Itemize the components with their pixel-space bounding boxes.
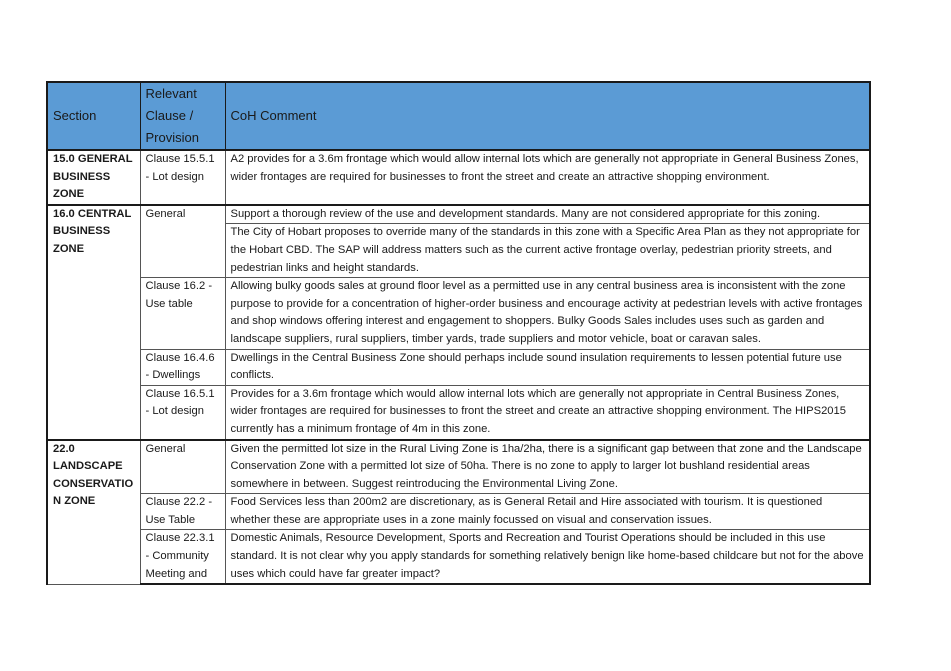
- clause-cell: Clause 15.5.1 - Lot design: [140, 150, 225, 205]
- header-section: Section: [47, 82, 140, 150]
- table-row: [47, 494, 870, 530]
- comment-cell: Given the permitted lot size in the Rural Living Zone is 1ha/2ha, there is a significant gap between that zone and the Landscape Conservation Zone with a permitted lot size of 50ha. There is no zone to apply to larger lot bushland residential areas somewhere in between. Suggest reintroducing the Environmental Living Zone.: [225, 440, 870, 494]
- table-row: [47, 440, 870, 494]
- comment-cell: Domestic Animals, Resource Development, Sports and Recreation and Tourist Operations should be included in this use standard. It is not clear why you apply standards for something relatively benign like home-based childcare but not for the above uses which could have far greater impact?: [225, 530, 870, 584]
- clause-cell: Clause 22.2 - Use Table: [140, 494, 225, 530]
- comment-cell: Food Services less than 200m2 are discretionary, as is General Retail and Hire associated with tourism. It is questioned whether these are appropriate uses in a zone mainly focussed on visual and conservation issues.: [225, 494, 870, 530]
- comment-cell: The City of Hobart proposes to override many of the standards in this zone with a Specific Area Plan as they not appropriate for the Hobart CBD. The SAP will address matters such as the current active frontage overlay, pedestrian priority streets, and pedestrian links and height standards.: [225, 224, 870, 278]
- section-cell: 22.0 LANDSCAPE CONSERVATIO N ZONE: [47, 440, 140, 585]
- comment-cell: Allowing bulky goods sales at ground floor level as a permitted use in any central business area is inconsistent with the zone purpose to provide for a concentration of higher-order business and encourage activity at pedestrian levels with active frontages and shop windows offering interest and engagement to shoppers. Bulky Goods Sales includes uses such as garden and landscape suppliers, rural suppliers, timber yards, trade suppliers and motor vehicle, boat or caravan sales.: [225, 278, 870, 349]
- table-row: [47, 385, 870, 439]
- clause-cell: Clause 16.5.1 - Lot design: [140, 385, 225, 439]
- comment-cell: Provides for a 3.6m frontage which would allow internal lots which are generally not appropriate in Central Business Zones, wider frontages are required for businesses to front the street and create an attractive shopping environment. The HIPS2015 currently has a minimum frontage of 4m in this zone.: [225, 385, 870, 439]
- clause-cell: Clause 16.2 - Use table: [140, 278, 225, 349]
- section-cell: 16.0 CENTRAL BUSINESS ZONE: [47, 205, 140, 440]
- table-row: [47, 278, 870, 349]
- clause-cell: General: [140, 440, 225, 494]
- clause-cell: Clause 16.4.6 - Dwellings: [140, 349, 225, 385]
- comment-cell: A2 provides for a 3.6m frontage which would allow internal lots which are generally not appropriate in General Business Zones, wider frontages are required for businesses to front the street and create an attractive shopping environment.: [225, 150, 870, 205]
- comment-table: [46, 81, 871, 585]
- table-row: [47, 349, 870, 385]
- header-comment: CoH Comment: [225, 82, 870, 150]
- table-row: [47, 205, 870, 224]
- header-clause: Relevant Clause / Provision: [140, 82, 225, 150]
- table-row: [47, 530, 870, 584]
- section-cell: 15.0 GENERAL BUSINESS ZONE: [47, 150, 140, 205]
- clause-cell: Clause 22.3.1 - Community Meeting and: [140, 530, 225, 584]
- table-header-row: [47, 82, 870, 150]
- comment-cell: Support a thorough review of the use and development standards. Many are not considered appropriate for this zoning.: [225, 205, 870, 224]
- comment-cell: Dwellings in the Central Business Zone should perhaps include sound insulation requirements to lessen potential future use conflicts.: [225, 349, 870, 385]
- table-row: [47, 150, 870, 205]
- clause-cell: General: [140, 205, 225, 278]
